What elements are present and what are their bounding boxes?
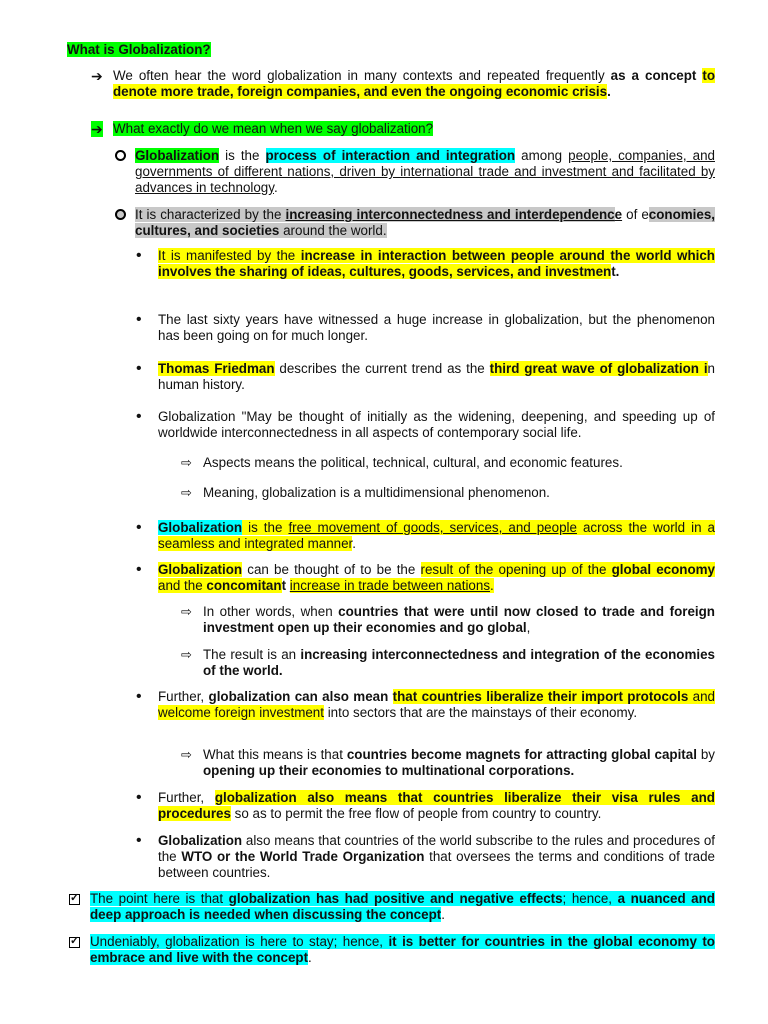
highlight-text: What exactly do we mean when we say globalization?	[113, 121, 434, 136]
bullet-wto	[158, 833, 715, 881]
text: third great wave of globalization i	[489, 361, 708, 376]
bullet-widening	[158, 409, 715, 441]
bullet-icon: •	[136, 561, 142, 578]
question-paragraph	[113, 121, 715, 137]
bullet-sixty-years	[158, 312, 715, 344]
bullet-icon: •	[136, 311, 142, 328]
sub-result	[203, 647, 715, 679]
arrow-bullet-icon: ➔	[91, 121, 103, 137]
text: increasing interconnectedness and integration of the economies of the world.	[203, 647, 715, 678]
sub-meaning	[203, 485, 715, 501]
intro-paragraph	[113, 68, 715, 100]
text: The point here is that	[90, 891, 229, 906]
sub-magnets	[203, 747, 715, 779]
sub-aspects	[203, 455, 715, 471]
text: Globalization	[158, 562, 243, 577]
text: ; hence,	[562, 891, 618, 906]
text: also means that countries of the world subscribe to the rules and procedures of the	[158, 833, 715, 864]
text: a nuanced and deep approach is needed when discussing the concept	[90, 891, 715, 922]
text: conomies, cultures, and societies	[135, 207, 716, 238]
text: .	[490, 578, 494, 593]
text: It is characterized by the	[135, 207, 286, 222]
page-title	[67, 42, 211, 58]
text: result of the opening up of the	[420, 562, 612, 577]
highlight-text: process of interaction and integration	[265, 148, 516, 163]
text: n human history.	[158, 361, 715, 392]
text: around the world.	[279, 223, 387, 238]
text: Further,	[158, 689, 209, 704]
text: opening up their economies to multinational corporations.	[203, 763, 575, 778]
circle-bullet-icon	[115, 148, 126, 164]
text: .	[273, 180, 278, 195]
hollow-arrow-icon: ⇨	[181, 647, 192, 662]
text: Meaning, globalization is a multidimensional phenomenon.	[203, 485, 550, 500]
text: In other words, when	[203, 604, 339, 619]
text: by	[696, 747, 715, 762]
text: globalization has had positive and negative effects	[228, 891, 563, 906]
text: Thomas Friedman	[158, 361, 275, 376]
text: globalization can also mean	[208, 689, 393, 704]
text: increasing interconnectedness and interdependenc	[285, 207, 615, 222]
text: t.	[611, 264, 620, 279]
text: free movement of goods, services, and people	[288, 520, 577, 535]
text: ,	[526, 620, 531, 635]
text: WTO or the World Trade Organization	[181, 849, 425, 864]
bullet-icon: •	[136, 408, 142, 425]
text: as a concept	[610, 68, 703, 83]
text: Further,	[158, 790, 215, 805]
title-text: What is Globalization?	[67, 42, 211, 57]
bullet-icon: •	[136, 247, 142, 264]
bullet-visa	[158, 790, 715, 822]
text: We often hear the word globalization in many contexts and repeated frequently	[113, 68, 611, 83]
checkbox-icon	[69, 934, 80, 950]
text: e	[614, 207, 623, 222]
bold-arrow-icon: ⇨	[181, 747, 192, 762]
text: .	[441, 907, 445, 922]
text: increase in interaction between people around the world which involves the sharing of ideas, cultures, goods, services, and investmen	[158, 248, 715, 279]
text: is the	[219, 148, 266, 163]
text: The result is an	[203, 647, 301, 662]
text: Globalization "May be thought of initially as the widening, deepening, and speeding up of worldwide interconnectedness in all aspects of contemporary social life.	[158, 409, 715, 440]
text: t	[281, 578, 287, 593]
text: .	[308, 950, 312, 965]
text: The last sixty years have witnessed a huge increase in globalization, but the phenomenon has been going on for much longer.	[158, 312, 715, 343]
text: can be thought of to be the	[242, 562, 421, 577]
bullet-icon: •	[136, 688, 142, 705]
bullet-import-protocols	[158, 689, 715, 721]
text: and welcome foreign investment	[158, 689, 716, 720]
text: into sectors that are the mainstays of their economy.	[323, 705, 638, 720]
text: global economy	[611, 562, 715, 577]
text: It is manifested by the	[158, 248, 301, 263]
text: and the	[158, 578, 207, 593]
bullet-icon: •	[136, 832, 142, 849]
checkbox-icon	[69, 891, 80, 907]
text: countries become magnets for attracting global capital	[346, 747, 697, 762]
text: Globalization	[135, 148, 220, 163]
underlined-text: people, companies, and governments of different nations, driven by international trade and investment and facilitated by advances in technology	[135, 148, 715, 195]
text: increase in trade between nations	[289, 578, 491, 593]
text: Undeniably, globalization is here to stay; hence,	[90, 934, 389, 949]
text: concomitan	[206, 578, 282, 593]
text: .	[352, 536, 357, 551]
bullet-manifested	[158, 248, 715, 280]
hollow-arrow-icon: ⇨	[181, 455, 192, 470]
definition-paragraph	[135, 148, 715, 196]
hollow-arrow-icon: ⇨	[181, 485, 192, 500]
text: Globalization	[158, 520, 243, 535]
hollow-arrow-icon: ⇨	[181, 604, 192, 619]
text: countries that were until now closed to trade and foreign investment open up their economies and go global	[203, 604, 715, 635]
bullet-icon: •	[136, 360, 142, 377]
bullet-friedman	[158, 361, 715, 393]
characterization-paragraph	[135, 207, 715, 239]
bullet-icon: •	[136, 519, 142, 536]
text: of e	[622, 207, 649, 222]
text: globalization also means that countries liberalize their visa rules and procedures	[158, 790, 715, 821]
text: that countries liberalize their import protocols	[392, 689, 689, 704]
arrow-bullet-icon: ➔	[91, 68, 103, 84]
text: it is better for countries in the global economy to embrace and live with the concept	[90, 934, 715, 965]
bullet-icon: •	[136, 789, 142, 806]
text: describes the current trend as the	[274, 361, 490, 376]
bullet-free-movement	[158, 520, 715, 552]
text: so as to permit the free flow of people from country to country.	[230, 806, 602, 821]
bullet-opening-up	[158, 562, 715, 594]
text: among	[515, 148, 569, 163]
text: Aspects means the political, technical, cultural, and economic features.	[203, 455, 623, 470]
text: What this means is that	[203, 747, 347, 762]
conclusion-stay	[90, 934, 715, 966]
text: that oversees the terms and conditions of trade between countries.	[158, 849, 716, 880]
sub-other-words	[203, 604, 715, 636]
text: .	[607, 84, 611, 99]
conclusion-effects	[90, 891, 715, 923]
highlight-text: to denote more trade, foreign companies, and even the ongoing economic crisis	[113, 68, 716, 99]
text: is the	[242, 520, 289, 535]
text: across the world in a seamless and integrated manner	[158, 520, 716, 551]
text: Globalization	[158, 833, 243, 848]
circle-bullet-icon	[115, 207, 126, 223]
